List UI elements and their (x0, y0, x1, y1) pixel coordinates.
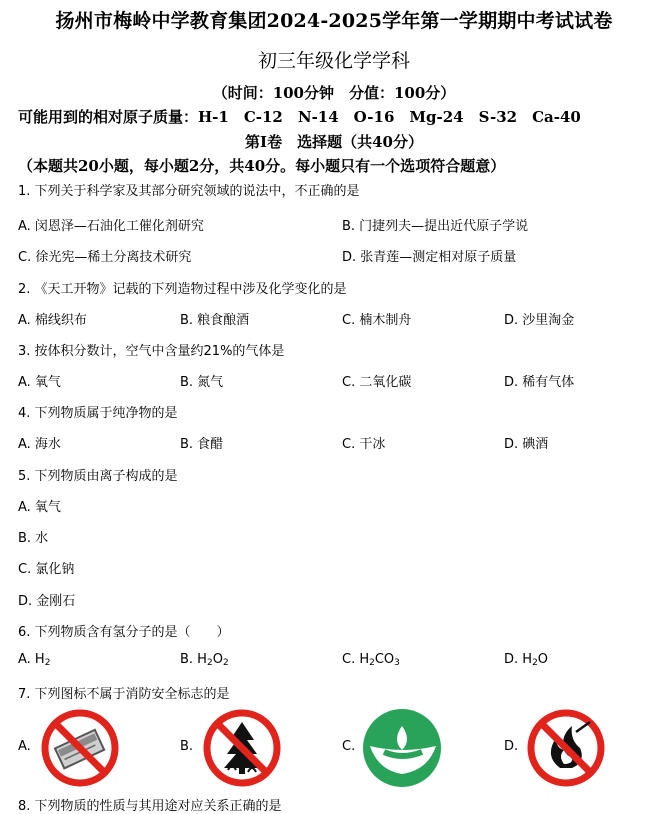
q6b-sub2: 2 (222, 658, 229, 668)
q7-option-c[interactable]: C. (342, 739, 356, 754)
q4-option-a[interactable]: A. 海水 (18, 437, 61, 452)
q6d-sub: 2 (532, 658, 538, 668)
section-instruction: （本题共20小题，每小题2分，共40分。每小题只有一个选项符合题意） (18, 157, 506, 175)
exam-title: 扬州市梅岭中学教育集团2024-2025学年第一学期期中考试试卷 (55, 10, 613, 32)
question-3-stem: 3. 按体积分数计，空气中含量约21%的气体是 (18, 344, 285, 359)
q7-option-a[interactable]: A. (18, 739, 31, 754)
q6c-sub2: 3 (394, 658, 400, 668)
question-6-stem: 6. 下列物质含有氢分子的是（ ） (18, 625, 230, 640)
exam-subtitle: 初三年级化学学科 (257, 50, 410, 72)
q5-option-c[interactable]: C. 氯化钠 (18, 562, 75, 577)
q5-option-a[interactable]: A. 氧气 (18, 500, 61, 515)
q2-option-d[interactable]: D. 沙里淘金 (504, 313, 575, 328)
water-saving-icon[interactable] (362, 708, 442, 788)
q1-option-d[interactable]: D. 张青莲—测定相对原子质量 (342, 250, 517, 265)
q6b-mid: O (212, 652, 223, 667)
q4-option-d[interactable]: D. 碘酒 (504, 437, 549, 452)
atomic-mass-line: 可能用到的相对原子质量：H-1 C-12 N-14 O-16 Mg-24 S-32 Ca-40 (18, 108, 581, 126)
q6c-mid: CO (374, 652, 395, 667)
q3-option-d[interactable]: D. 稀有气体 (504, 375, 575, 390)
q6-option-a[interactable] (18, 652, 50, 668)
q6b-sub: 2 (206, 658, 213, 668)
q1-option-a[interactable]: A. 闵恩泽—石油化工催化剂研究 (18, 219, 204, 234)
no-fireworks-box-icon[interactable] (40, 708, 120, 788)
q1-option-c[interactable]: C. 徐光宪—稀土分离技术研究 (18, 250, 192, 265)
q6d-mid: O (537, 652, 549, 667)
q7-option-d[interactable]: D. (504, 739, 519, 754)
q3-option-b[interactable]: B. 氮气 (180, 375, 224, 390)
q2-option-c[interactable]: C. 楠木制舟 (342, 313, 412, 328)
time-score: （时间：100分钟 分值：100分） (212, 84, 456, 102)
q6-option-b[interactable] (180, 652, 229, 668)
q4-option-c[interactable]: C. 干冰 (342, 437, 386, 452)
section-title: 第Ⅰ卷 选择题（共40分） (245, 133, 423, 151)
q7-option-b[interactable]: B. (180, 739, 194, 754)
no-burning-fir-icon[interactable] (202, 708, 282, 788)
question-8-stem-partial: 8. 下列物质的性质与其用途对应关系正确的是 (18, 799, 282, 814)
question-4-stem: 4. 下列物质属于纯净物的是 (18, 406, 178, 421)
q6a-sub: 2 (44, 658, 51, 668)
q2-option-a[interactable]: A. 棉线织布 (18, 313, 87, 328)
q6-option-d[interactable] (504, 652, 548, 668)
q5-option-b[interactable]: B. 水 (18, 531, 49, 546)
no-open-flame-icon[interactable] (526, 708, 606, 788)
q6b-pre: B. H (180, 652, 207, 667)
q6c-pre: C. H (342, 652, 370, 667)
q6-option-c[interactable] (342, 652, 400, 668)
question-5-stem: 5. 下列物质由离子构成的是 (18, 469, 178, 484)
q2-option-b[interactable]: B. 粮食酿酒 (180, 313, 250, 328)
question-1-stem: 1. 下列关于科学家及其部分研究领域的说法中，不正确的是 (18, 184, 360, 199)
q4-option-b[interactable]: B. 食醋 (180, 437, 224, 452)
question-7-stem: 7. 下列图标不属于消防安全标志的是 (18, 687, 230, 702)
q3-option-a[interactable]: A. 氧气 (18, 375, 61, 390)
q6d-pre: D. H (504, 652, 533, 667)
q6a-pre: A. H (18, 652, 45, 667)
q6c-sub: 2 (369, 658, 375, 668)
q1-option-b[interactable]: B. 门捷列夫—提出近代原子学说 (342, 219, 529, 234)
question-2-stem: 2. 《天工开物》记载的下列造物过程中涉及化学变化的是 (18, 282, 347, 297)
q3-option-c[interactable]: C. 二氧化碳 (342, 375, 412, 390)
q5-option-d[interactable]: D. 金刚石 (18, 594, 76, 609)
